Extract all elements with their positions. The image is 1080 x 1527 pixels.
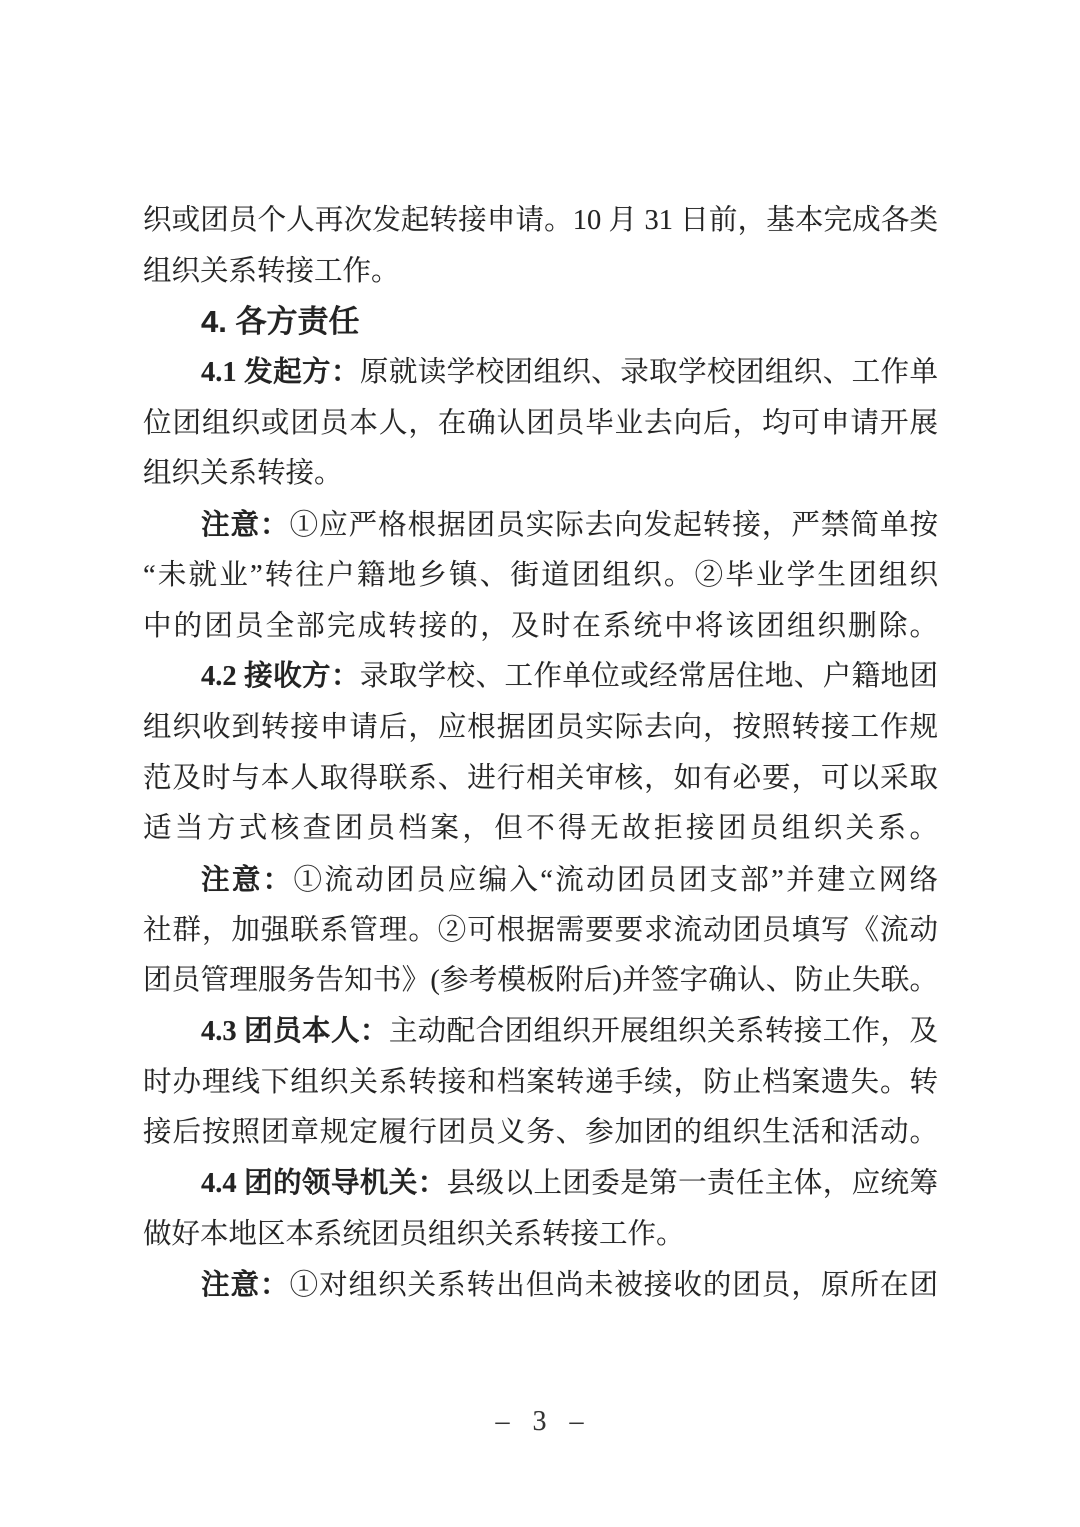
text-line <box>143 703 938 754</box>
text-line <box>143 1159 938 1210</box>
line-text: 时办理线下组织关系转接和档案转递手续，防止档案遗失。转 <box>143 1066 938 1098</box>
line-text: 组织收到转接申请后，应根据团员实际去向，按照转接工作规 <box>143 711 938 743</box>
text-line <box>143 348 938 399</box>
text-line <box>143 754 938 805</box>
line-text: 组织关系转接工作。 <box>143 255 400 287</box>
line-text: 做好本地区本系统团员组织关系转接工作。 <box>143 1218 685 1250</box>
line-text: 组织关系转接。 <box>143 458 343 490</box>
text-line <box>143 906 938 957</box>
notice-label: 注意： <box>201 1269 290 1302</box>
notice-label: 注意： <box>201 509 290 542</box>
text-line <box>143 1260 938 1311</box>
section-heading-responsibilities <box>143 297 938 348</box>
page-number-text: – 3 – <box>495 1406 585 1437</box>
text-line <box>143 449 938 500</box>
line-text: 适当方式核查团员档案，但不得无故拒接团员组织关系。 <box>143 813 938 845</box>
text-line <box>143 1210 938 1261</box>
line-text: 团员管理服务告知书》(参考模板附后)并签字确认、防止失联。 <box>143 965 938 997</box>
subsection-label-4-3: 4.3 团员本人： <box>201 1016 389 1047</box>
line-text: ①对组织关系转出但尚未被接收的团员，原所在团 <box>289 1270 938 1302</box>
text-line <box>143 1007 938 1058</box>
line-text: 范及时与本人取得联系、进行相关审核，如有必要，可以采取 <box>143 762 938 794</box>
text-line <box>143 500 938 551</box>
text-line <box>143 1058 938 1109</box>
line-text: 位团组织或团员本人，在确认团员毕业去向后，均可申请开展 <box>143 407 938 439</box>
text-line <box>143 602 938 653</box>
line-text: 社群，加强联系管理。②可根据需要要求流动团员填写《流动 <box>143 914 938 946</box>
text-line <box>143 551 938 602</box>
text-line <box>143 956 938 1007</box>
line-text: 主动配合团组织开展组织关系转接工作，及 <box>388 1016 938 1047</box>
text-line <box>143 804 938 855</box>
text-line <box>143 196 938 247</box>
line-text: 原就读学校团组织、录取学校团组织、工作单 <box>359 357 938 389</box>
document-body <box>143 196 938 1311</box>
subsection-label-4-1: 4.1 发起方： <box>201 357 360 389</box>
text-line <box>143 855 938 906</box>
line-text: “未就业”转往户籍地乡镇、街道团组织。②毕业学生团组织 <box>143 559 938 591</box>
line-text: 中的团员全部完成转接的，及时在系统中将该团组织删除。 <box>143 610 938 642</box>
line-text: ①流动团员应编入“流动团员团支部”并建立网络 <box>293 864 938 896</box>
text-line <box>143 247 938 298</box>
subsection-label-4-2: 4.2 接收方： <box>201 661 360 693</box>
line-text: ①应严格根据团员实际去向发起转接，严禁简单按 <box>289 510 938 542</box>
text-line <box>143 1108 938 1159</box>
line-text: 接后按照团章规定履行团员义务、参加团的组织生活和活动。 <box>143 1117 938 1149</box>
line-text: 织或团员个人再次发起转接申请。10 月 31 日前，基本完成各类 <box>143 205 938 236</box>
page-number <box>0 1406 1080 1438</box>
line-text: 录取学校、工作单位或经常居住地、户籍地团 <box>359 661 938 693</box>
text-line <box>143 652 938 703</box>
heading-text: 4. 各方责任 <box>201 304 360 340</box>
notice-label: 注意： <box>201 863 294 896</box>
subsection-label-4-4: 4.4 团的领导机关： <box>201 1168 447 1200</box>
line-text: 县级以上团委是第一责任主体，应统筹 <box>446 1168 938 1200</box>
text-line <box>143 399 938 450</box>
